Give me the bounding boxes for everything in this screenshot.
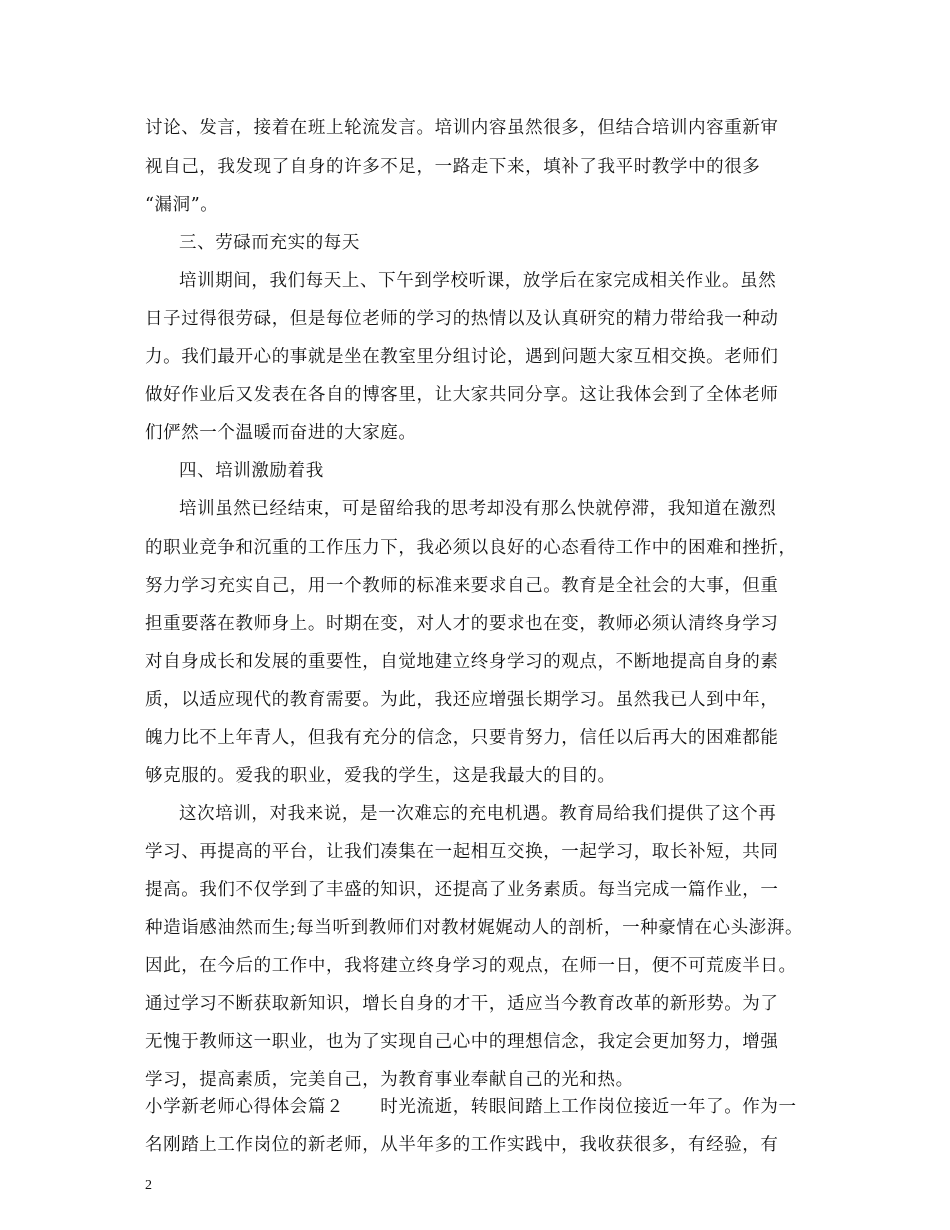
text-line: 做好作业后又发表在各自的博客里，让大家共同分享。这让我体会到了全体老师 [145, 385, 779, 405]
text-line: 担重要落在教师身上。时期在变，对人才的要求也在变，教师必须认清终身学习 [145, 614, 779, 634]
text-line: 这次培训，对我来说，是一次难忘的充电机遇。教育局给我们提供了这个再 [179, 804, 777, 824]
text-line: “漏洞”。 [145, 195, 219, 215]
text-line: 质，以适应现代的教育需要。为此，我还应增强长期学习。虽然我已人到中年， [145, 690, 779, 710]
text-line: 的职业竞争和沉重的工作压力下，我必须以良好的心态看待工作中的困难和挫折， [145, 538, 797, 558]
text-line: 因此，在今后的工作中，我将建立终身学习的观点，在师一日，便不可荒废半日。 [145, 956, 797, 976]
page-number: 2 [145, 1178, 152, 1193]
text-line: 培训虽然已经结束，可是留给我的思考却没有那么快就停滞，我知道在激烈 [179, 499, 777, 519]
text-line: 力。我们最开心的事就是坐在教室里分组讨论，遇到问题大家互相交换。老师们 [145, 347, 779, 367]
text-line: 够克服的。爱我的职业，爱我的学生，这是我最大的目的。 [145, 766, 616, 786]
text-line: 努力学习充实自己，用一个教师的标准来要求自己。教育是全社会的大事，但重 [145, 576, 779, 596]
text-line: 对自身成长和发展的重要性，自觉地建立终身学习的观点，不断地提高自身的素 [145, 652, 779, 672]
text-line: 们俨然一个温暖而奋进的大家庭。 [145, 423, 417, 443]
text-line: 名刚踏上工作岗位的新老师，从半年多的工作实践中，我收获很多，有经验，有 [145, 1135, 779, 1155]
text-line: 无愧于教师这一职业，也为了实现自己心中的理想信念，我定会更加努力，增强 [145, 1032, 779, 1052]
text-line: 学习，提高素质，完美自己，为教育事业奉献自己的光和热。 [145, 1070, 634, 1090]
text-line: 学习、再提高的平台，让我们凑集在一起相互交换，一起学习，取长补短，共同 [145, 842, 779, 862]
article-heading-line: 小学新老师心得体会篇２ 时光流逝，转眼间踏上工作岗位接近一年了。作为一 [145, 1097, 797, 1117]
text-line: 提高。我们不仅学到了丰盛的知识，还提高了业务素质。每当完成一篇作业，一 [145, 880, 779, 900]
text-line: 通过学习不断获取新知识，增长自身的才干，适应当今教育改革的新形势。为了 [145, 994, 779, 1014]
text-line: 讨论、发言，接着在班上轮流发言。培训内容虽然很多，但结合培训内容重新审 [145, 118, 779, 138]
section-heading: 四、培训激励着我 [179, 461, 324, 481]
text-line: 魄力比不上年青人，但我有充分的信念，只要肯努力，信任以后再大的困难都能 [145, 728, 779, 748]
section-heading: 三、劳碌而充实的每天 [179, 233, 360, 253]
text-line: 种造诣感油然而生;每当听到教师们对教材娓娓动人的剖析，一种豪情在心头澎湃。 [145, 918, 804, 938]
text-line: 日子过得很劳碌，但是每位老师的学习的热情以及认真研究的精力带给我一种动 [145, 309, 779, 329]
text-line: 培训期间，我们每天上、下午到学校听课，放学后在家完成相关作业。虽然 [179, 271, 777, 291]
text-line: 视自己，我发现了自身的许多不足，一路走下来，填补了我平时教学中的很多 [145, 157, 761, 177]
